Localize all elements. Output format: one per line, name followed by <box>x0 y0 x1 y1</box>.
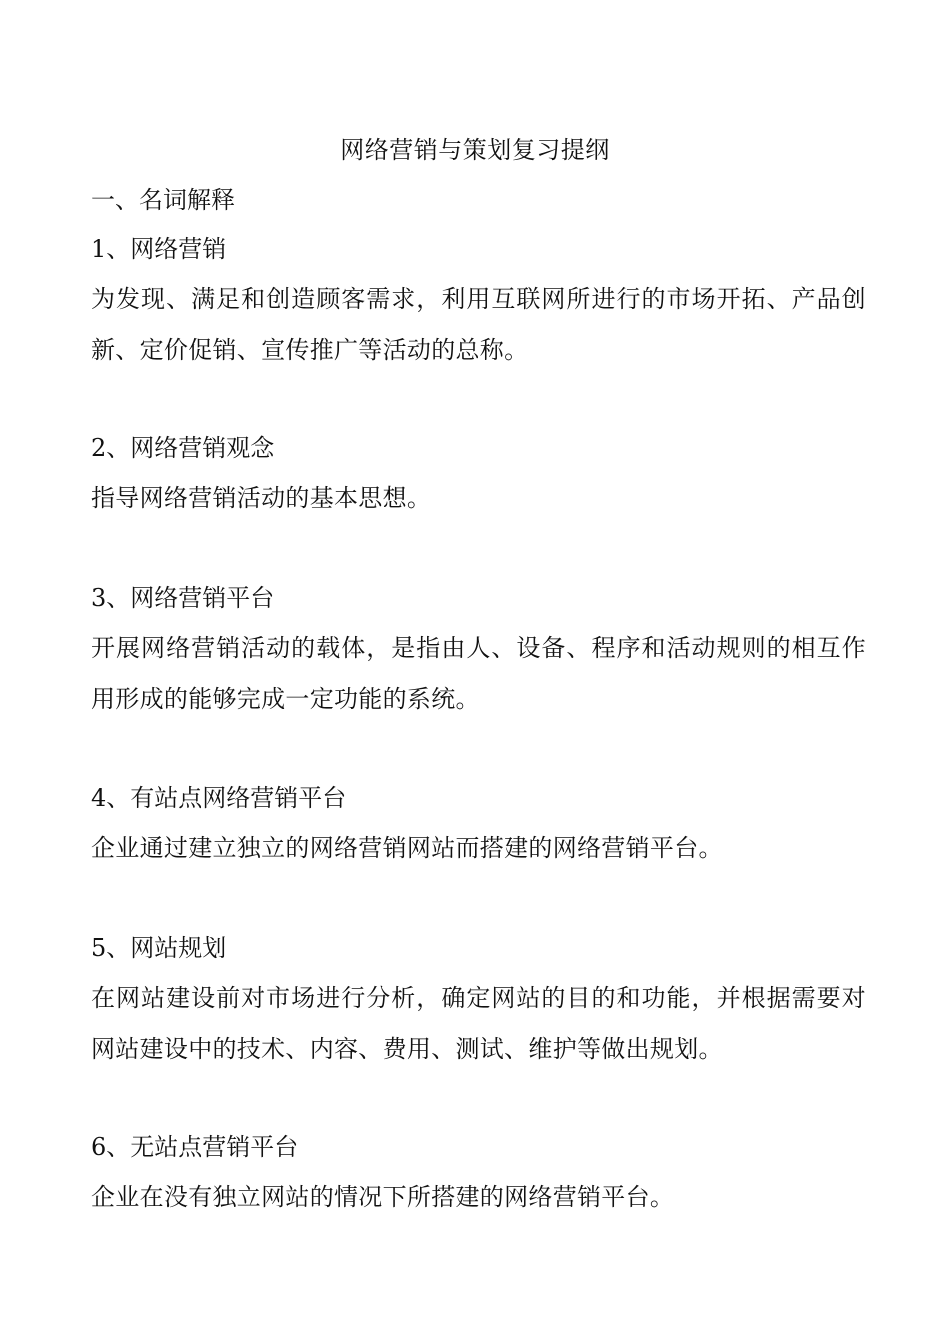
term-title: 4、有站点网络营销平台 <box>91 784 347 812</box>
document-title: 网络营销与策划复习提纲 <box>340 136 610 164</box>
term-item <box>91 229 866 376</box>
term-title: 2、网络营销观念 <box>91 434 275 462</box>
term-title: 5、网站规划 <box>91 934 227 962</box>
term-item <box>91 428 866 524</box>
term-item <box>91 928 866 1075</box>
section-heading: 一、名词解释 <box>91 186 235 214</box>
term-title: 1、网络营销 <box>91 235 227 263</box>
term-title: 6、无站点营销平台 <box>91 1133 299 1161</box>
term-title: 3、网络营销平台 <box>91 584 275 612</box>
term-definition: 为发现、满足和创造顾客需求，利用互联网所进行的市场开拓、产品创新、定价促销、宣传推广等活动的总称。 <box>91 285 866 364</box>
term-item <box>91 778 866 874</box>
term-item <box>91 1127 866 1223</box>
term-definition: 企业在没有独立网站的情况下所搭建的网络营销平台。 <box>91 1183 675 1211</box>
term-definition: 开展网络营销活动的载体，是指由人、设备、程序和活动规则的相互作用形成的能够完成一定功能的系统。 <box>91 634 866 713</box>
term-definition: 指导网络营销活动的基本思想。 <box>91 484 432 512</box>
term-item <box>91 578 866 725</box>
term-definition: 企业通过建立独立的网络营销网站而搭建的网络营销平台。 <box>91 834 723 862</box>
term-definition: 在网站建设前对市场进行分析，确定网站的目的和功能，并根据需要对网站建设中的技术、内容、费用、测试、维护等做出规划。 <box>91 984 866 1063</box>
